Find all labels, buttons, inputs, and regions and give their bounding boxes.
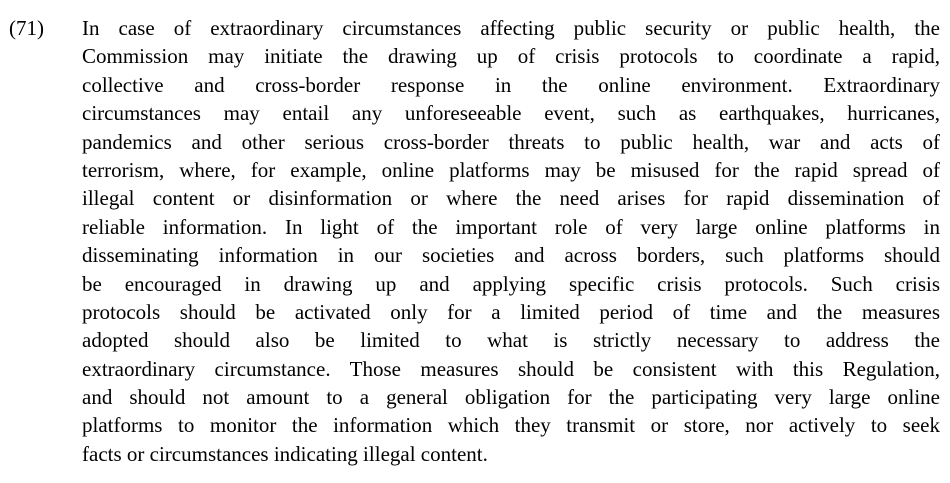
recital-paragraph [82, 14, 940, 468]
recital-number: (71) [9, 16, 44, 40]
paragraph-line: and should not amount to a general obligation for the participating very large online [82, 385, 940, 410]
paragraph-line: disseminating information in our societies and across borders, such platforms should [82, 243, 940, 268]
paragraph-line: platforms to monitor the information which they transmit or store, nor actively to seek [82, 413, 940, 438]
paragraph-line: extraordinary circumstance. Those measures should be consistent with this Regulation, [82, 356, 940, 381]
paragraph-line: terrorism, where, for example, online platforms may be misused for the rapid spread of [82, 157, 940, 182]
paragraph-line: pandemics and other serious cross-border threats to public health, war and acts of [82, 129, 940, 154]
paragraph-line: Commission may initiate the drawing up of crisis protocols to coordinate a rapid, [82, 44, 940, 69]
paragraph-line: In case of extraordinary circumstances affecting public security or public health, the [82, 16, 940, 40]
paragraph-line: be encouraged in drawing up and applying specific crisis protocols. Such crisis [82, 271, 940, 296]
paragraph-line: protocols should be activated only for a limited period of time and the measures [82, 299, 940, 324]
paragraph-line: illegal content or disinformation or where the need arises for rapid dissemination of [82, 186, 940, 211]
paragraph-line: adopted should also be limited to what is strictly necessary to address the [82, 328, 940, 353]
paragraph-line: collective and cross-border response in the online environment. Extraordinary [82, 72, 940, 97]
paragraph-line-last: facts or circumstances indicating illegal content. [82, 441, 488, 466]
paragraph-line: reliable information. In light of the important role of very large online platforms in [82, 214, 940, 239]
paragraph-line: circumstances may entail any unforeseeable event, such as earthquakes, hurricanes, [82, 101, 940, 126]
